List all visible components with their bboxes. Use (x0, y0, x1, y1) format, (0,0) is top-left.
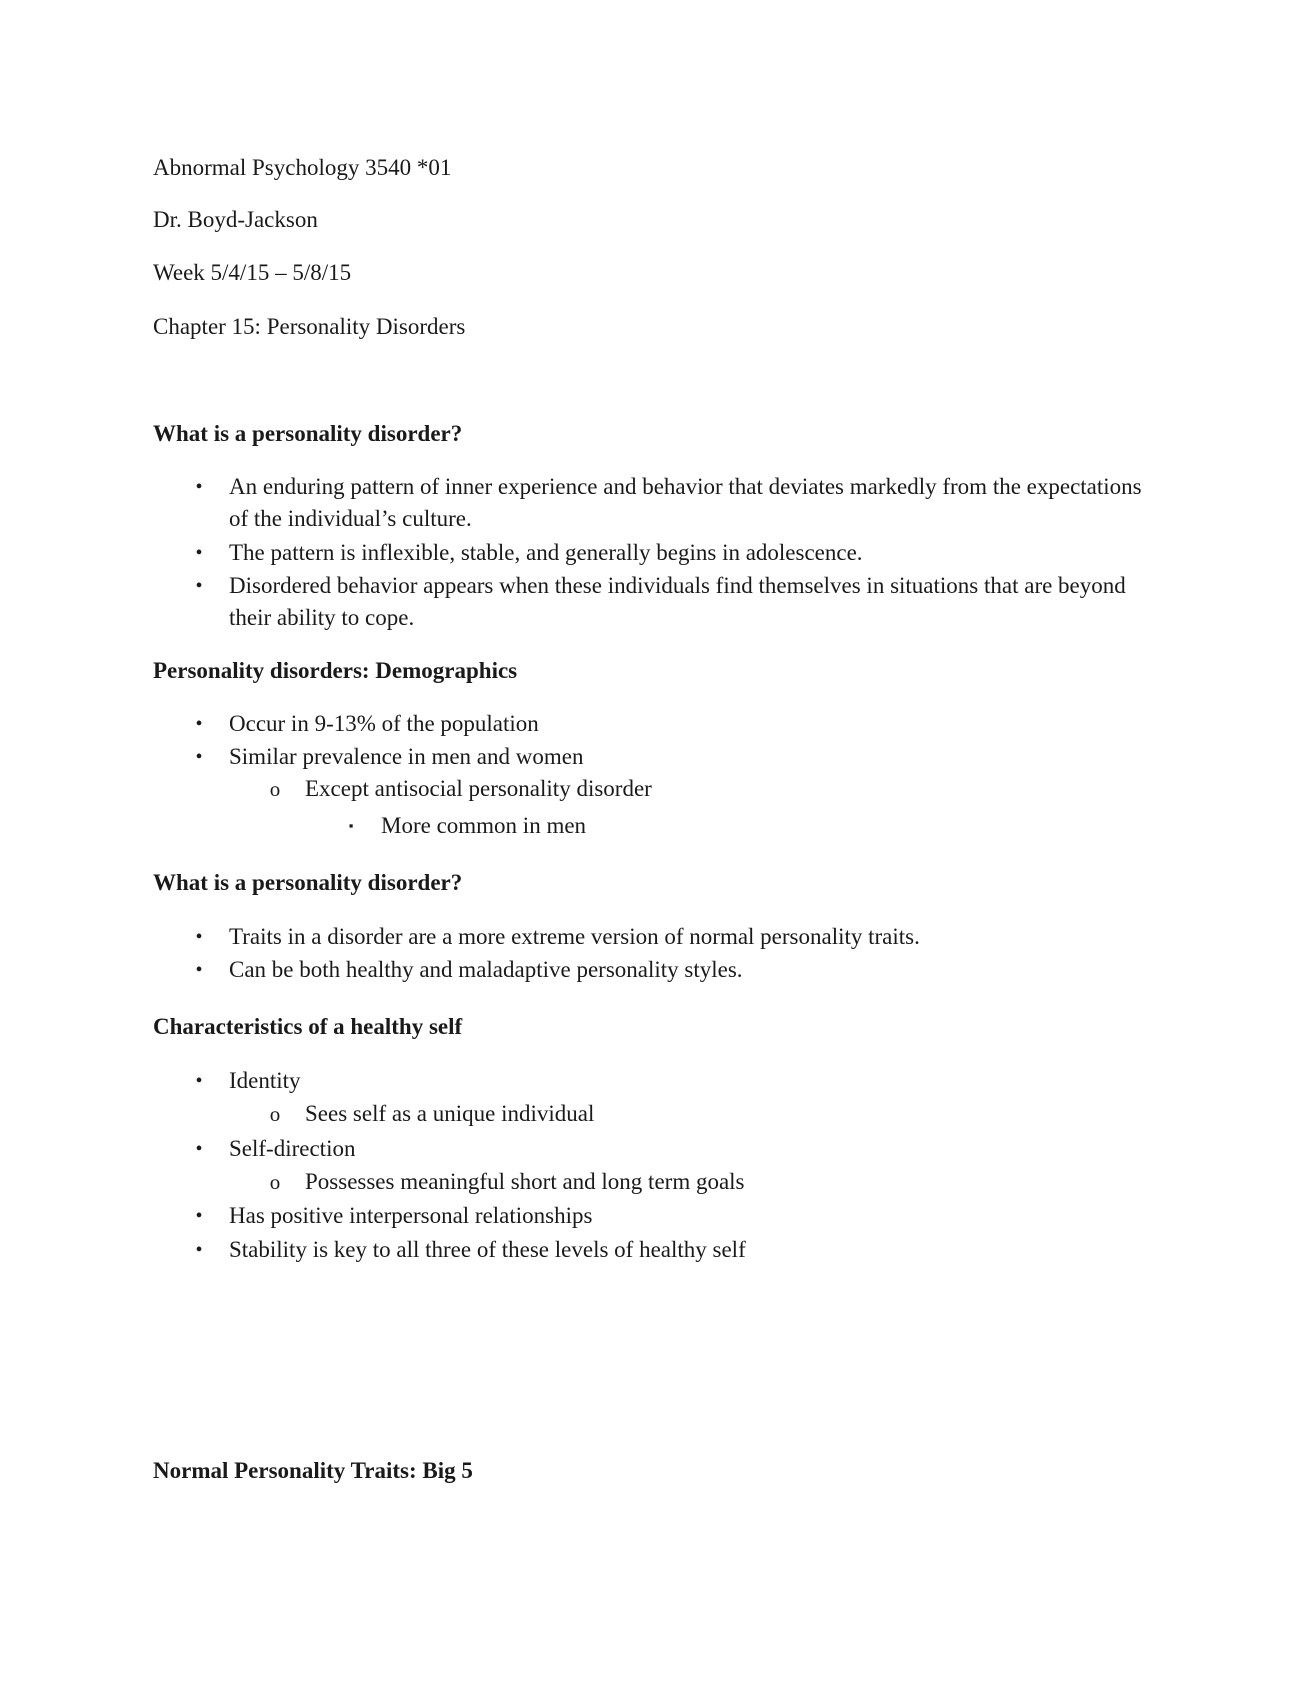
bullet-marker: • (195, 476, 203, 498)
list-item (195, 921, 1149, 953)
list-item-text: Has positive interpersonal relationships (229, 1203, 593, 1228)
list-item-text: Stability is key to all three of these levels of healthy self (229, 1237, 746, 1262)
list-item (195, 741, 1149, 773)
circle-marker: o (269, 777, 281, 801)
list-item-text: Can be both healthy and maladaptive personality styles. (229, 957, 743, 982)
course-title: Abnormal Psychology 3540 *01 (153, 155, 452, 180)
bullet-marker: • (195, 1070, 203, 1092)
list-item (195, 1133, 1149, 1165)
list-item-text: Occur in 9-13% of the population (229, 711, 539, 736)
list-item-text: Traits in a disorder are a more extreme version of normal personality traits. (229, 924, 920, 949)
bullet-marker: • (195, 1138, 203, 1160)
list-item (195, 1234, 1149, 1266)
square-marker: ▪ (348, 818, 354, 833)
list-item-text: Except antisocial personality disorder (305, 776, 652, 801)
bullet-marker: • (195, 1205, 203, 1227)
circle-marker: o (269, 1102, 281, 1126)
section-heading-big-5: Normal Personality Traits: Big 5 (153, 1458, 473, 1483)
chapter-title: Chapter 15: Personality Disorders (153, 314, 466, 339)
bullet-marker: • (195, 542, 203, 564)
list-item-text: An enduring pattern of inner experience and behavior that deviates markedly from the expectations of the individual’s culture. (229, 474, 1142, 531)
list-item (195, 708, 1149, 740)
list-item-text: Identity (229, 1068, 301, 1093)
circle-marker: o (269, 1170, 281, 1194)
list-item-text: Self-direction (229, 1136, 356, 1161)
list-item (195, 471, 1149, 535)
bullet-marker: • (195, 959, 203, 981)
list-item (195, 1200, 1149, 1232)
instructor-name: Dr. Boyd-Jackson (153, 207, 318, 232)
section-heading-healthy-self: Characteristics of a healthy self (153, 1014, 463, 1039)
sub-list-item (269, 1098, 1155, 1130)
sub-sub-list-item (348, 810, 1161, 842)
list-item-text: Possesses meaningful short and long term goals (305, 1169, 745, 1194)
list-item-text: More common in men (381, 813, 587, 838)
list-item (195, 570, 1149, 634)
list-item-text: The pattern is inflexible, stable, and generally begins in adolescence. (229, 540, 863, 565)
list-item-text: Disordered behavior appears when these individuals find themselves in situations that are beyond their ability to cope. (229, 573, 1126, 630)
sub-list-item (269, 1166, 1155, 1198)
bullet-marker: • (195, 713, 203, 735)
bullet-marker: • (195, 575, 203, 597)
list-item-text: Similar prevalence in men and women (229, 744, 584, 769)
list-item (195, 537, 1149, 569)
section-heading-demographics: Personality disorders: Demographics (153, 658, 518, 683)
sub-list-item (269, 773, 1155, 805)
week-range: Week 5/4/15 – 5/8/15 (153, 260, 352, 285)
section-heading-what-is-pd-2: What is a personality disorder? (153, 870, 463, 895)
section-heading-what-is-pd: What is a personality disorder? (153, 421, 463, 446)
list-item-text: Sees self as a unique individual (305, 1101, 595, 1126)
bullet-marker: • (195, 1239, 203, 1261)
list-item (195, 1065, 1149, 1097)
bullet-marker: • (195, 746, 203, 768)
bullet-marker: • (195, 926, 203, 948)
list-item (195, 954, 1149, 986)
